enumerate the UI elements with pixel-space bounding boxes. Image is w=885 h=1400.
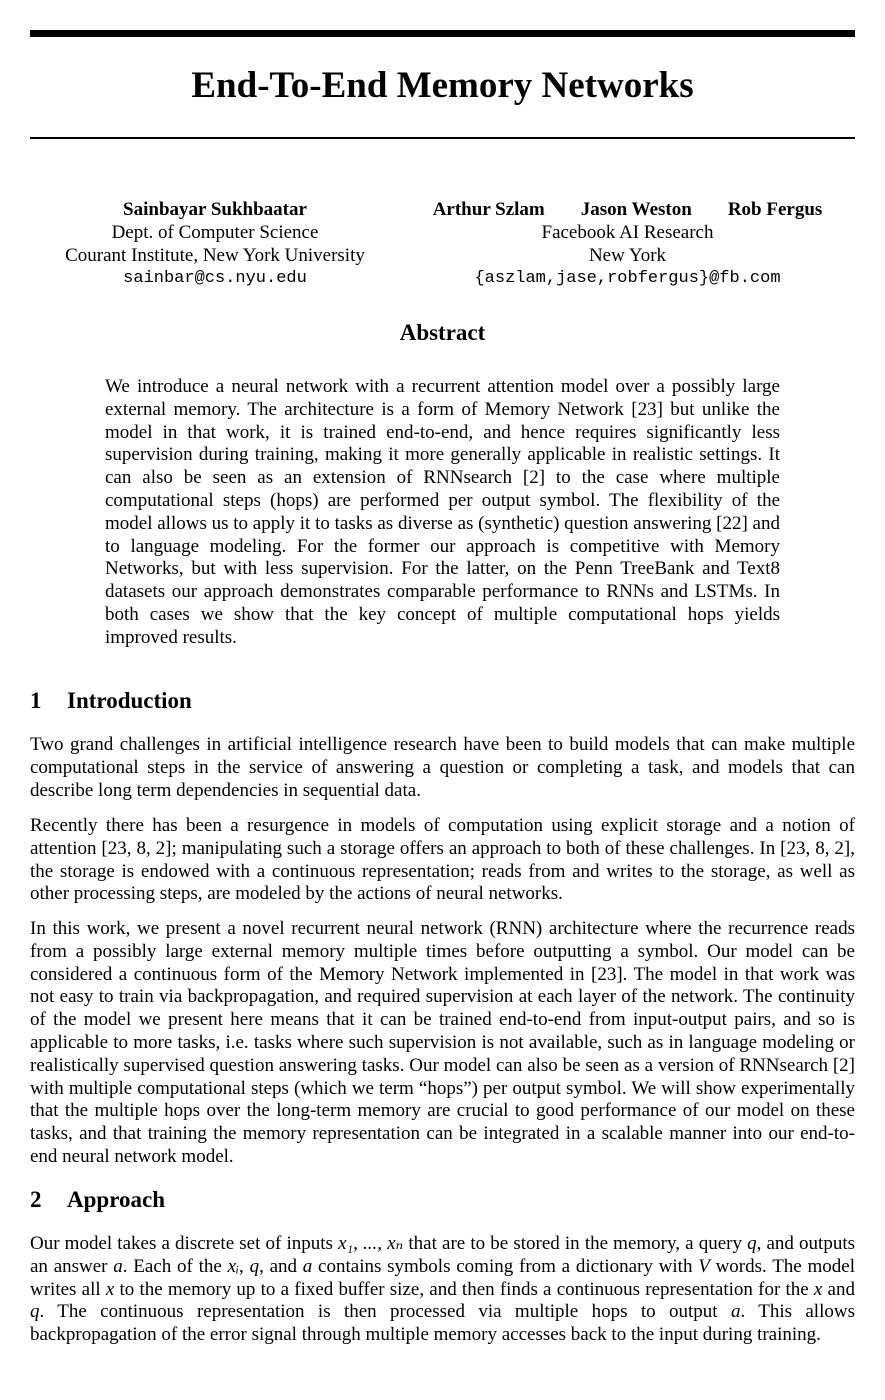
- title-rule: [30, 137, 855, 139]
- section-title: Approach: [67, 1187, 165, 1212]
- section-number: 1: [30, 688, 42, 713]
- section-heading-introduction: [30, 688, 855, 714]
- intro-paragraph-1: Two grand challenges in artificial intelligence research have been to build models that can make multiple computational steps in the service of answering a question or completing a task, and models that can describe long term dependencies in sequential data.: [30, 734, 855, 801]
- author-names: [400, 198, 855, 221]
- approach-paragraph-1: Our model takes a discrete set of inputs x₁, ..., xₙ that are to be stored in the memory, a query q, and outputs an answer a. Each of the xᵢ, q, and a contains symbols coming from a dictionary with V words. The model writes all x to the memory up to a fixed buffer size, and then finds a continuous representation for the x and q. The continuous representation is then processed via multiple hops to output a. This allows backpropagation of the error signal through multiple memory accesses back to the input during training.: [30, 1233, 855, 1346]
- author-name: Rob Fergus: [727, 199, 823, 220]
- top-rule: [30, 30, 855, 37]
- author-email: {aszlam,jase,robfergus}@fb.com: [474, 269, 781, 288]
- author-name: Arthur Szlam: [432, 199, 545, 220]
- author-org: Facebook AI Research: [541, 222, 714, 243]
- author-name: Sainbayar Sukhbaatar: [123, 199, 307, 220]
- author-name: Jason Weston: [580, 199, 692, 220]
- author-block-right: [400, 198, 855, 290]
- section-heading-approach: [30, 1187, 855, 1213]
- author-block-left: [30, 198, 400, 290]
- author-email: sainbar@cs.nyu.edu: [123, 269, 307, 288]
- section-title: Introduction: [67, 688, 192, 713]
- author-dept: Dept. of Computer Science: [111, 222, 319, 243]
- intro-paragraph-2: Recently there has been a resurgence in models of computation using explicit storage and a notion of attention [23, 8, 2]; manipulating such a storage offers an approach to both of these challenges. In [23, 8, 2], the storage is endowed with a continuous representation; reads from and writes to the storage, as well as other processing steps, are modeled by the actions of neural networks.: [30, 815, 855, 905]
- author-institution: Courant Institute, New York University: [65, 245, 365, 266]
- section-number: 2: [30, 1187, 42, 1212]
- author-location: New York: [588, 245, 667, 266]
- abstract-text: We introduce a neural network with a recurrent attention model over a possibly large external memory. The architecture is a form of Memory Network [23] but unlike the model in that work, it is trained end-to-end, and hence requires significantly less supervision during training, making it more generally applicable in realistic settings. It can also be seen as an extension of RNNsearch [2] to the case where multiple computational steps (hops) are performed per output symbol. The flexibility of the model allows us to apply it to tasks as diverse as (synthetic) question answering [22] and to language modeling. For the former our approach is competitive with Memory Networks, but with less supervision. For the latter, on the Penn TreeBank and Text8 datasets our approach demonstrates comparable performance to RNNs and LSTMs. In both cases we show that the key concept of multiple computational hops yields improved results.: [105, 376, 780, 648]
- abstract-heading: Abstract: [399, 320, 486, 345]
- paper-title: End-To-End Memory Networks: [191, 65, 694, 106]
- intro-paragraph-3: In this work, we present a novel recurrent neural network (RNN) architecture where the recurrence reads from a possibly large external memory multiple times before outputting a symbol. Our model can be considered a continuous form of the Memory Network implemented in [23]. The model in that work was not easy to train via backpropagation, and required supervision at each layer of the network. The continuity of the model we present here means that it can be trained end-to-end from input-output pairs, and so is applicable to more tasks, i.e. tasks where such supervision is not available, such as in language modeling or realistically supervised question answering tasks. Our model can also be seen as a version of RNNsearch [2] with multiple computational steps (which we term “hops”) per output symbol. We will show experimentally that the multiple hops over the long-term memory are crucial to good performance of our model on these tasks, and that training the memory representation can be integrated in a scalable manner into our end-to-end neural network model.: [30, 918, 855, 1167]
